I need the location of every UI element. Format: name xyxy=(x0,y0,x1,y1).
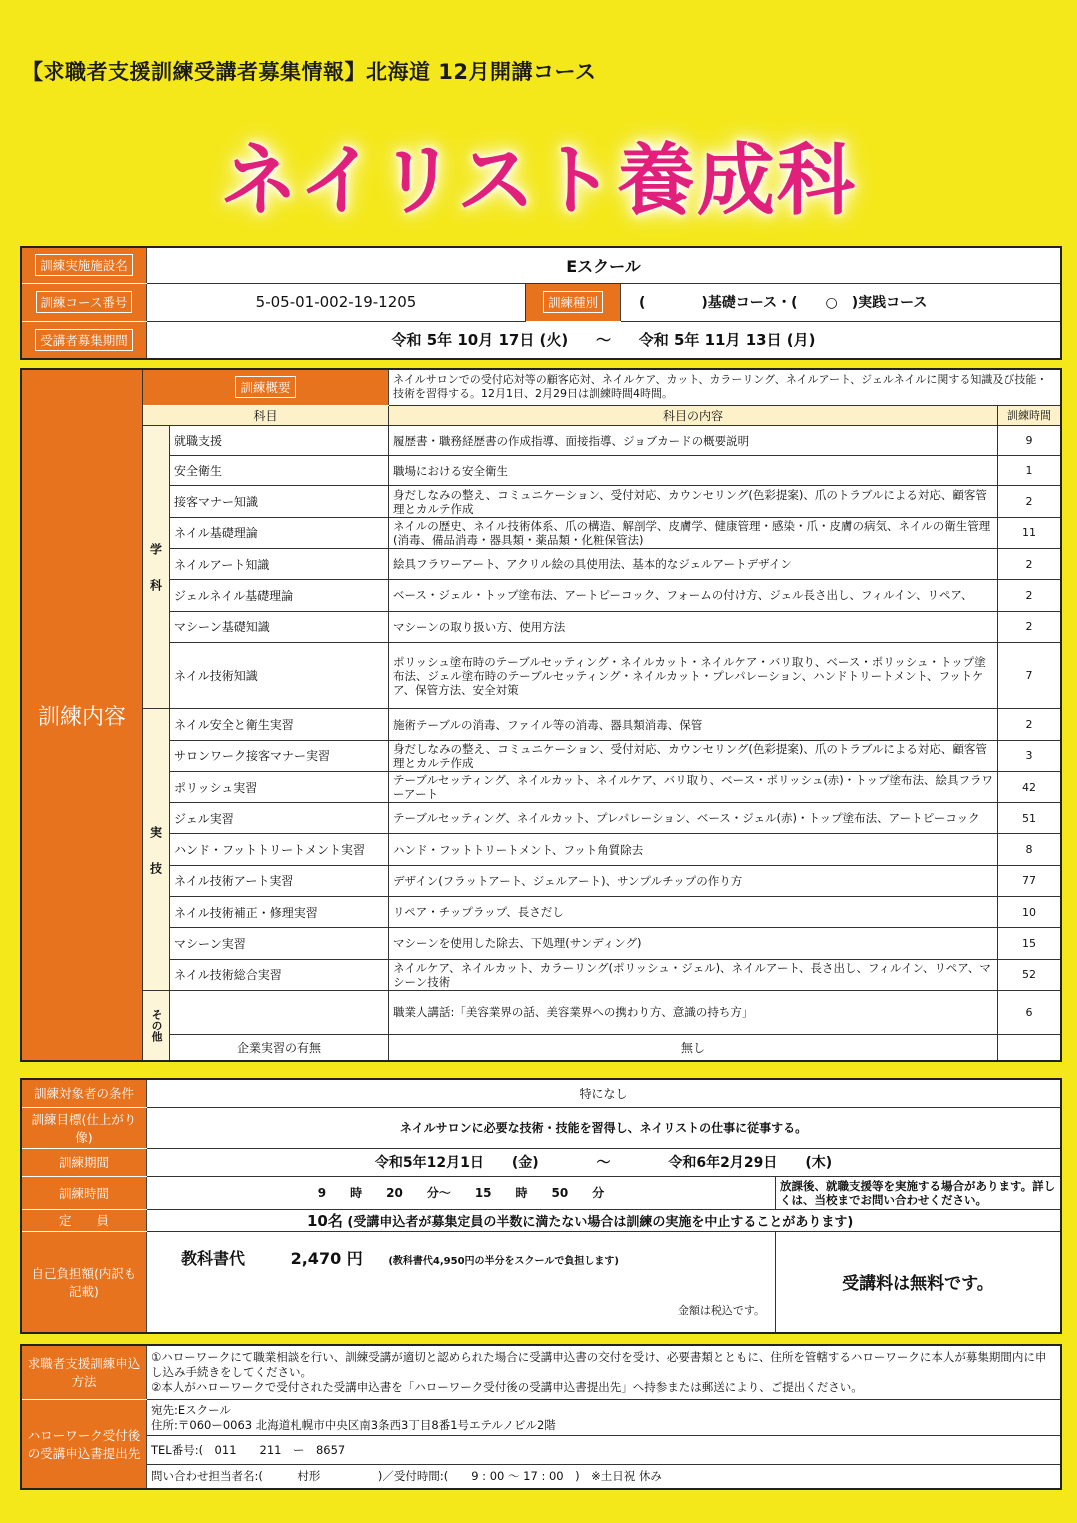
subject-hours: 77 xyxy=(998,865,1062,896)
recruit-period xyxy=(147,321,1062,359)
goal-value: ネイルサロンに必要な技術・技能を習得し、ネイリストの仕事に従事する。 xyxy=(147,1107,1062,1148)
subject-content: ハンド・フットトリートメント、フット角質除去 xyxy=(389,834,998,865)
capacity-note: (受講申込者が募集定員の半数に満たない場合は訓練の実施を中止することがあります) xyxy=(347,1214,854,1230)
subject-name: ジェルネイル基礎理論 xyxy=(170,580,389,611)
type-value: ( )基礎コース・( ○ )実践コース xyxy=(621,283,1062,321)
tuition-free: 受講料は無料です。 xyxy=(776,1231,1062,1333)
intern-value: 無し xyxy=(389,1035,998,1061)
target-label: 訓練対象者の条件 xyxy=(21,1079,147,1107)
intern-label: 企業実習の有無 xyxy=(170,1035,389,1061)
time-note: 放課後、就職支援等を実施する場合があります。詳しくは、当校までお問い合わせください。 xyxy=(776,1177,1062,1210)
subject-hours: 11 xyxy=(998,517,1062,548)
other-content: 職業人講話:「美容業界の話、美容業界への携わり方、意識の持ち方」 xyxy=(389,990,998,1034)
subject-content: リペア・チップラップ、長さだし xyxy=(389,896,998,927)
subject-hours: 2 xyxy=(998,709,1062,740)
info-table xyxy=(20,246,1062,360)
subject-content: ネイルケア、ネイルカット、カラーリング(ポリッシュ・ジェル)、ネイルアート、長さ出し、フィルイン、リペア、マシーン技術 xyxy=(389,959,998,990)
subject-name: サロンワーク接客マナー実習 xyxy=(170,740,389,771)
term-start: 令和5年12月1日 (金) xyxy=(374,1155,539,1172)
subject-name: ネイル技術総合実習 xyxy=(170,959,389,990)
subject-content: 職場における安全衛生 xyxy=(389,456,998,486)
method-text xyxy=(147,1345,1062,1399)
subject-name: マシーン実習 xyxy=(170,928,389,959)
col-content-header: 科目の内容 xyxy=(389,405,998,425)
col-subject-header: 科目 xyxy=(143,405,389,425)
subject-hours: 8 xyxy=(998,834,1062,865)
training-content-label: 訓練内容 xyxy=(21,369,143,1061)
category-jitsu: 実 技 xyxy=(143,709,170,990)
dest-address: 住所:〒060ー0063 北海道札幌市中央区南3条西3丁目8番1号エテルノビル2階 xyxy=(151,1417,556,1432)
subject-hours: 2 xyxy=(998,611,1062,642)
subject-hours: 2 xyxy=(998,549,1062,580)
time-value: 9 時 20 分〜 15 時 50 分 xyxy=(147,1177,776,1210)
capacity-number: 10名 xyxy=(307,1211,343,1230)
type-label: 訓練種別 xyxy=(526,283,621,321)
destination-label: ハローワーク受付後の受講申込書提出先 xyxy=(21,1399,147,1489)
dest-name: 宛先:Eスクール xyxy=(151,1402,231,1417)
fee-amount: 2,470 円 xyxy=(290,1248,363,1268)
tax-note: 金額は税込です。 xyxy=(677,1304,765,1317)
summary-label: 訓練概要 xyxy=(143,369,389,405)
period-end: 令和 5年 11月 13日 (月) xyxy=(638,331,816,350)
subject-name: ネイル基礎理論 xyxy=(170,517,389,548)
period-tilde: 〜 xyxy=(595,331,611,350)
subject-name: 安全衛生 xyxy=(170,456,389,486)
subject-content: ネイルの歴史、ネイル技術体系、爪の構造、解剖学、皮膚学、健康管理・感染・爪・皮膚の病気、ネイルの衛生管理(消毒、備品消毒・器具類・薬品類・化粧保管法) xyxy=(389,517,998,548)
time-label: 訓練時間 xyxy=(21,1177,147,1210)
summary-text: ネイルサロンでの受付応対等の顧客応対、ネイルケア、カット、カラーリング、ネイルアート、ジェルネイルに関する知識及び技能・技術を習得する。12月1日、2月29日は訓練時間4時間。 xyxy=(389,369,1062,405)
subject-content: ポリッシュ塗布時のテーブルセッティング・ネイルカット・ネイルケア・バリ取り、ベース・ポリッシュ・トップ塗布法、ジェル塗布時のテーブルセッティング・ネイルカット・プレパレーション、ハンドトリートメント、フットケア、保管方法、安全対策 xyxy=(389,642,998,709)
application-table xyxy=(20,1344,1062,1490)
subject-content: 身だしなみの整え、コミュニケーション、受付対応、カウンセリング(色彩提案)、爪のトラブルによる対応、顧客管理とカルテ作成 xyxy=(389,486,998,517)
subject-content: デザイン(フラットアート、ジェルアート)、サンプルチップの作り方 xyxy=(389,865,998,896)
course-no-label: 訓練コース番号 xyxy=(21,283,147,321)
capacity-label: 定 員 xyxy=(21,1209,147,1231)
subject-hours: 42 xyxy=(998,771,1062,802)
term-value xyxy=(147,1148,1062,1176)
subject-name: ネイルアート知識 xyxy=(170,549,389,580)
subject-name: マシーン基礎知識 xyxy=(170,611,389,642)
subject-name: ポリッシュ実習 xyxy=(170,771,389,802)
method-step-1: ①ハローワークにて職業相談を行い、訓練受講が適切と認められた場合に受講申込書の交付を受け、必要書類とともに、住所を管轄するハローワークに本人が募集期間内に申し込み手続きをしてください。 xyxy=(151,1349,1047,1379)
fee-item: 教科書代 xyxy=(181,1248,246,1268)
term-tilde: 〜 xyxy=(596,1155,611,1172)
facility-name: Eスクール xyxy=(147,247,1062,283)
method-step-2: ②本人がハローワークで受付された受講申込書を「ハローワーク受付後の受講申込書提出先」へ持参または郵送により、ご提出ください。 xyxy=(151,1379,863,1394)
facility-label: 訓練実施施設名 xyxy=(21,247,147,283)
goal-label: 訓練目標(仕上がり像) xyxy=(21,1107,147,1148)
period-start: 令和 5年 10月 17日 (火) xyxy=(391,331,569,350)
subject-content: テーブルセッティング、ネイルカット、プレパレーション、ベース・ジェル(赤)・トップ塗布法、アートピーコック xyxy=(389,803,998,834)
subject-name: ネイル技術知識 xyxy=(170,642,389,709)
subject-content: マシーンを使用した除去、下処理(サンディング) xyxy=(389,928,998,959)
subject-name: ネイル技術補正・修理実習 xyxy=(170,896,389,927)
fee-label: 自己負担額(内訳も記載) xyxy=(21,1231,147,1333)
subject-name: 就職支援 xyxy=(170,425,389,455)
category-other: その他 xyxy=(143,990,170,1061)
capacity-value xyxy=(147,1209,1062,1231)
subject-hours: 7 xyxy=(998,642,1062,709)
dest-contact: 問い合わせ担当者名:( 村形 )／受付時間:( 9 : 00 〜 17 : 00 ) ※土日祝 休み xyxy=(151,1468,662,1483)
category-gaku: 学 科 xyxy=(143,425,170,708)
subject-hours: 3 xyxy=(998,740,1062,771)
fee-detail xyxy=(147,1231,776,1333)
course-no: 5-05-01-002-19-1205 xyxy=(147,283,526,321)
subject-name: ネイル安全と衛生実習 xyxy=(170,709,389,740)
conditions-table xyxy=(20,1078,1062,1334)
dest-tel: TEL番号:( 011 211 ー 8657 xyxy=(147,1436,1060,1465)
subject-name: ハンド・フットトリートメント実習 xyxy=(170,834,389,865)
other-hours: 6 xyxy=(998,990,1062,1034)
subject-name: ジェル実習 xyxy=(170,803,389,834)
subject-content: ベース・ジェル・トップ塗布法、アートピーコック、フォームの付け方、ジェル長さ出し、フィルイン、リペア、 xyxy=(389,580,998,611)
target-value: 特になし xyxy=(147,1079,1062,1107)
destination-detail xyxy=(147,1399,1062,1489)
subject-content: 施術テーブルの消毒、ファイル等の消毒、器具類消毒、保管 xyxy=(389,709,998,740)
term-label: 訓練期間 xyxy=(21,1148,147,1176)
subject-hours: 2 xyxy=(998,486,1062,517)
subject-content: 絵具フラワーアート、アクリル絵の具使用法、基本的なジェルアートデザイン xyxy=(389,549,998,580)
col-hours-header: 訓練時間 xyxy=(998,405,1062,425)
page-header: 【求職者支援訓練受講者募集情報】北海道 12月開講コース xyxy=(22,60,597,84)
subject-hours: 2 xyxy=(998,580,1062,611)
subject-hours: 51 xyxy=(998,803,1062,834)
subject-name: ネイル技術アート実習 xyxy=(170,865,389,896)
fee-note: (教科書代4,950円の半分をスクールで負担します) xyxy=(388,1255,619,1267)
subject-hours: 9 xyxy=(998,425,1062,455)
subject-name: 接客マナー知識 xyxy=(170,486,389,517)
subject-content: テーブルセッティング、ネイルカット、ネイルケア、バリ取り、ベース・ポリッシュ(赤)・トップ塗布法、絵具フラワーアート xyxy=(389,771,998,802)
subject-content: 身だしなみの整え、コミュニケーション、受付対応、カウンセリング(色彩提案)、爪のトラブルによる対応、顧客管理とカルテ作成 xyxy=(389,740,998,771)
subject-hours: 10 xyxy=(998,896,1062,927)
method-label: 求職者支援訓練申込方法 xyxy=(21,1345,147,1399)
subject-content: マシーンの取り扱い方、使用方法 xyxy=(389,611,998,642)
subject-hours: 15 xyxy=(998,928,1062,959)
subject-hours: 1 xyxy=(998,456,1062,486)
subject-content: 履歴書・職務経歴書の作成指導、面接指導、ジョブカードの概要説明 xyxy=(389,425,998,455)
course-title: ネイリスト養成科 xyxy=(220,136,857,226)
term-end: 令和6年2月29日 (木) xyxy=(668,1155,833,1172)
period-label: 受講者募集期間 xyxy=(21,321,147,359)
subject-hours: 52 xyxy=(998,959,1062,990)
training-table xyxy=(20,368,1062,1062)
